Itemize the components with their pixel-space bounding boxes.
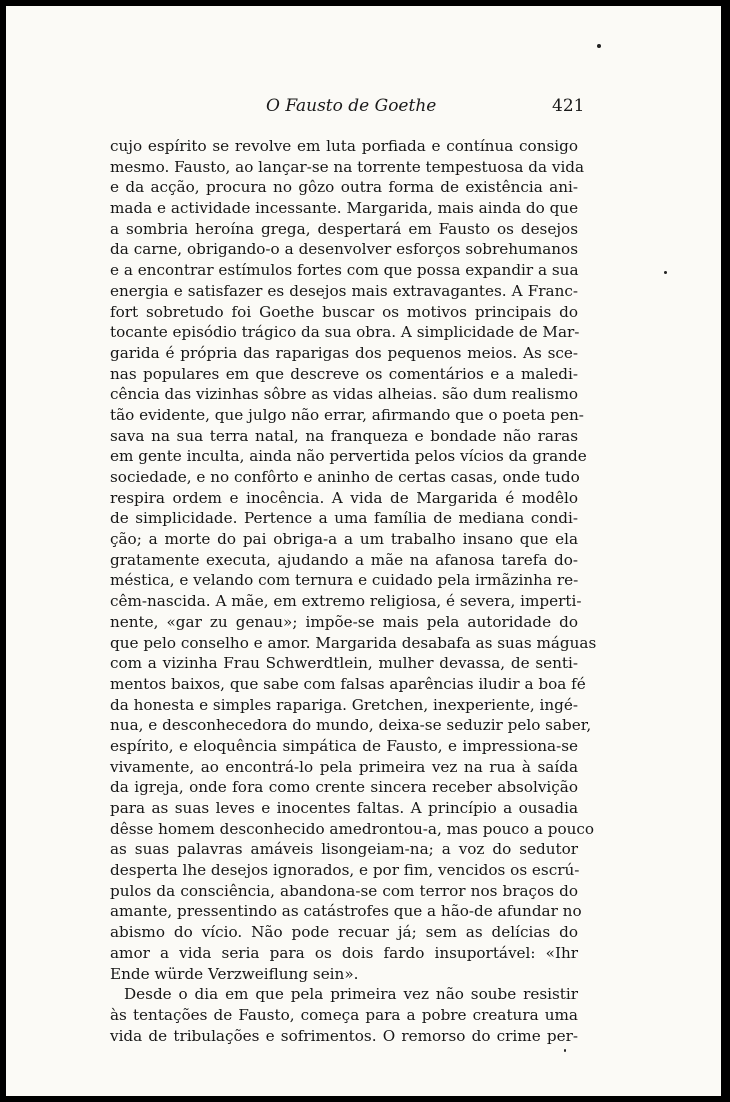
- text-line: garida é própria das raparigas dos pequenos meios. As sce-: [110, 343, 578, 362]
- scan-speck: [664, 271, 667, 274]
- text-line: vida de tribulações e sofrimentos. O remorso do crime per-: [110, 1026, 578, 1045]
- text-line: nua, e desconhecedora do mundo, deixa-se seduzir pelo saber,: [110, 716, 592, 735]
- text-line: a sombria heroína grega, despertará em Fausto os desejos: [110, 219, 578, 238]
- text-line: vivamente, ao encontrá-lo pela primeira vez na rua à saída: [110, 757, 578, 776]
- text-line: fort sobretudo foi Goethe buscar os motivos principais do: [110, 302, 578, 321]
- paragraph-start-line: Desde o dia em que pela primeira vez não soube resistir: [124, 985, 578, 1004]
- text-line: para as suas leves e inocentes faltas. A princípio a ousadia: [110, 799, 578, 817]
- text-line: respira ordem e inocência. A vida de Margarida é modêlo: [110, 488, 578, 507]
- text-line: e a encontrar estímulos fortes com que possa expandir a sua: [110, 261, 579, 280]
- text-line: nas populares em que descreve os comentários e a maledi-: [110, 364, 578, 383]
- text-line: com a vizinha Frau Schwerdtlein, mulher devassa, de senti-: [110, 654, 578, 673]
- text-line: de simplicidade. Pertence a uma família de mediana condi-: [110, 509, 578, 528]
- text-line: tão evidente, que julgo não errar, afirmando que o poeta pen-: [110, 405, 584, 424]
- text-line: da igreja, onde fora como crente sincera receber absolvição: [110, 778, 578, 797]
- text-line: às tentações de Fausto, começa para a pobre creatura uma: [110, 1005, 578, 1024]
- text-line: que pelo conselho e amor. Margarida desabafa as suas máguas: [110, 633, 597, 652]
- text-line: espírito, e eloquência simpática de Fausto, e impressiona-se: [110, 736, 578, 755]
- text-line: as suas palavras amáveis lisongeiam-na; a voz do sedutor: [110, 840, 578, 859]
- paper-sheet: [6, 6, 721, 1096]
- text-line: cêm-nascida. A mãe, em extremo religiosa, é severa, imperti-: [110, 592, 582, 611]
- paragraph-end-line: Ende würde Verzweiflung sein».: [110, 964, 359, 983]
- text-line: abismo do vício. Não pode recuar já; sem as delícias do: [110, 923, 578, 942]
- text-line: ção; a morte do pai obriga-a a um trabalho insano que ela: [110, 530, 578, 549]
- text-line: gratamente executa, ajudando a mãe na afanosa tarefa do-: [110, 550, 578, 569]
- running-title: O Fausto de Goethe: [266, 96, 437, 116]
- text-line: e da acção, procura no gôzo outra forma de existência ani-: [110, 178, 578, 197]
- text-line: méstica, e velando com ternura e cuidado pela irmãzinha re-: [110, 571, 579, 590]
- text-line: sociedade, e no confôrto e aninho de certas casas, onde tudo: [110, 468, 580, 486]
- text-line: mesmo. Fausto, ao lançar-se na torrente tempestuosa da vida: [110, 157, 585, 176]
- scan-speck: [564, 1049, 566, 1052]
- text-line: cujo espírito se revolve em luta porfiada e contínua consigo: [110, 137, 578, 155]
- text-line: nente, «gar zu genau»; impõe-se mais pela autoridade do: [110, 612, 578, 631]
- text-line: energia e satisfazer es desejos mais extravagantes. A Franc-: [110, 281, 578, 300]
- text-line: da honesta e simples rapariga. Gretchen, inexperiente, ingé-: [110, 695, 578, 714]
- text-line: amor a vida seria para os dois fardo insuportável: «Ihr: [110, 943, 578, 962]
- text-line: tocante episódio trágico da sua obra. A simplicidade de Mar-: [110, 323, 580, 342]
- text-line: cência das vizinhas sôbre as vidas alheias. são dum realismo: [110, 385, 578, 404]
- text-line: pulos da consciência, abandona-se com terror nos braços do: [110, 881, 578, 900]
- text-line: dêsse homem desconhecido amedrontou-a, mas pouco a pouco: [110, 819, 595, 838]
- text-line: sava na sua terra natal, na franqueza e bondade não raras: [110, 426, 578, 445]
- text-line: em gente inculta, ainda não pervertida pelos vícios da grande: [110, 447, 587, 466]
- body-text: [110, 136, 597, 1046]
- text-line: mada e actividade incessante. Margarida, mais ainda do que: [110, 199, 579, 218]
- scan-speck: [597, 44, 601, 48]
- text-line: desperta lhe desejos ignorados, e por fim, vencidos os escrú-: [110, 861, 580, 880]
- page-number: 421: [552, 96, 585, 116]
- text-line: mentos baixos, que sabe com falsas aparências iludir a boa fé: [110, 674, 586, 693]
- page-header: [6, 96, 721, 122]
- text-line: da carne, obrigando-o a desenvolver esforços sobrehumanos: [110, 240, 578, 259]
- text-line: amante, pressentindo as catástrofes que a hão-de afundar no: [110, 902, 582, 921]
